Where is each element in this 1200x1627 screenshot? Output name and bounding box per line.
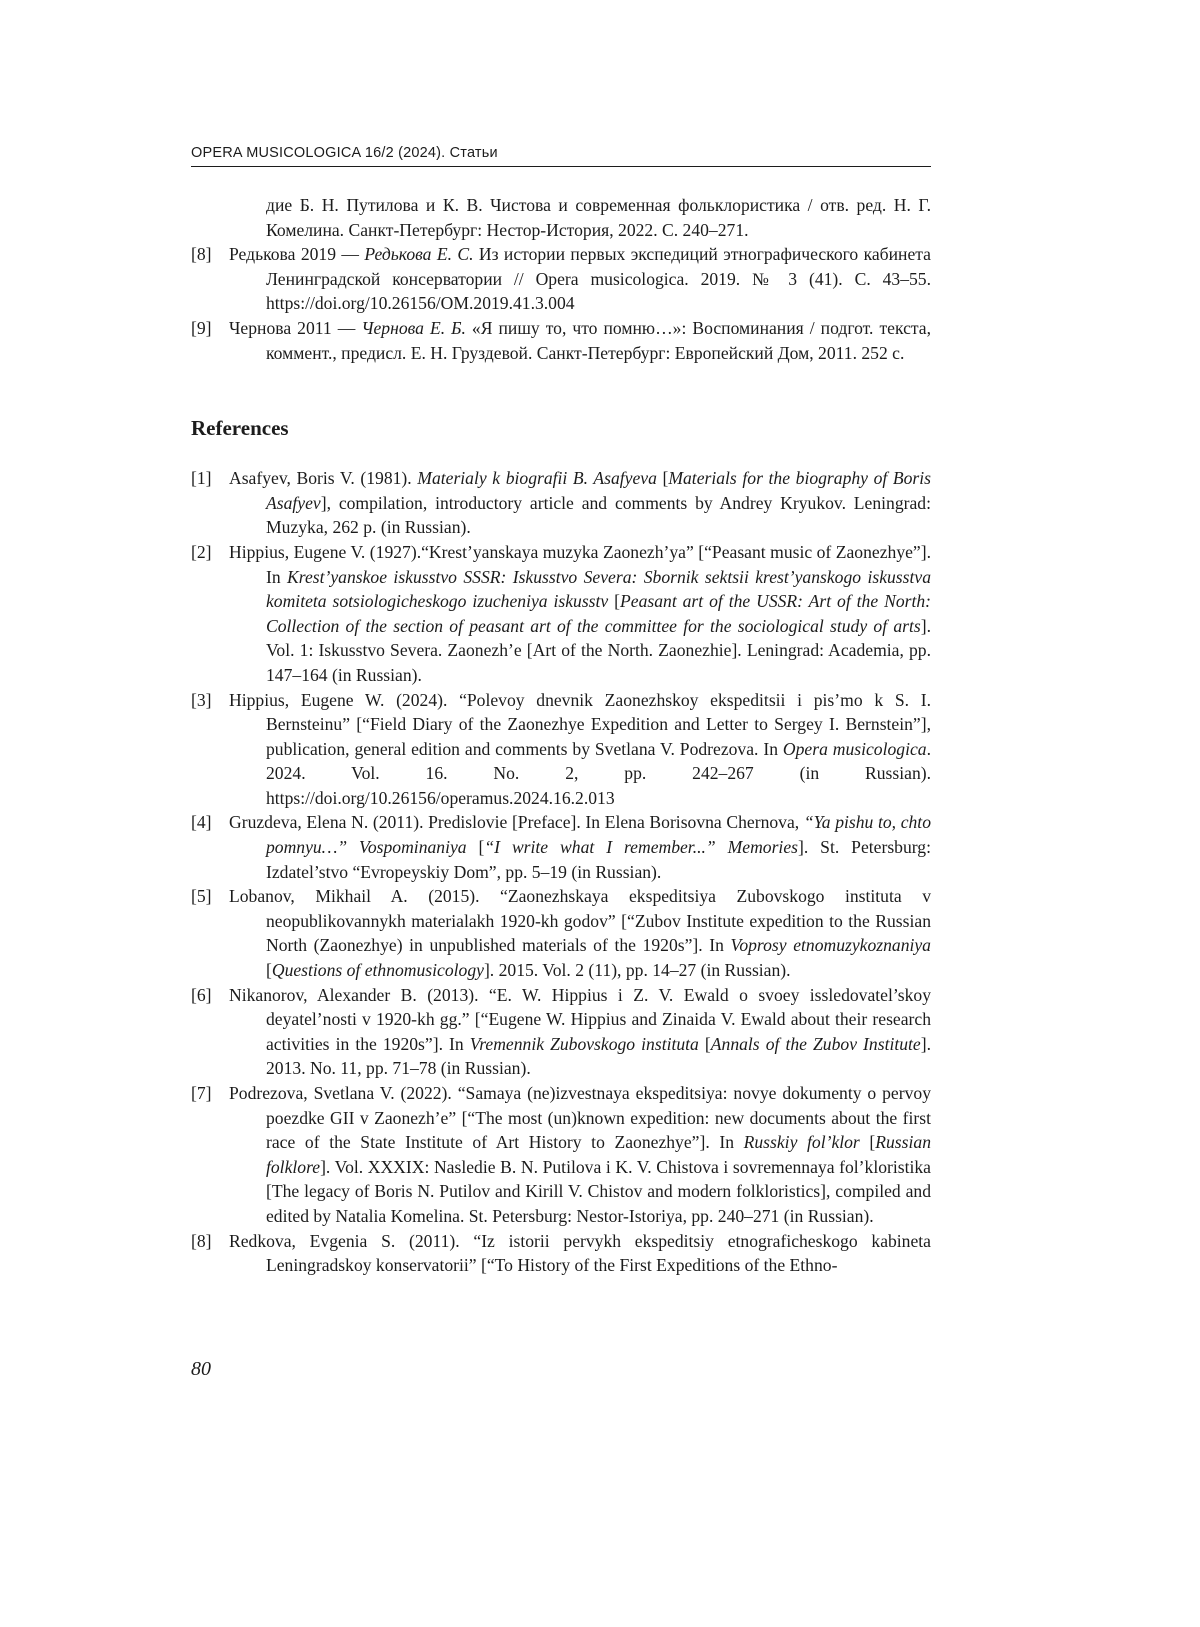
reference-title: Voprosy etnomuzykoznaniya bbox=[730, 935, 931, 956]
running-header: OPERA MUSICOLOGICA 16/2 (2024). Статьи bbox=[191, 145, 931, 167]
reference-text: ]. 2015. Vol. 2 (11), pp. 14–27 (in Russian). bbox=[483, 960, 791, 981]
reference-text: . 2024. Vol. 16. No. 2, pp. 242–267 (in Russian). https://doi.org/10.26156/operamus.2024.16.2.013 bbox=[266, 738, 931, 808]
reference-author: Редькова Е. С. bbox=[364, 244, 474, 265]
reference-title: Vremennik Zubovskogo instituta bbox=[469, 1033, 699, 1054]
reference-text: Hippius, Eugene W. (2024). “Polevoy dnevnik Zaonezhskoy ekspeditsii i pis’mo k S. I. Bernsteinu” [“Field Diary of the Zaonezhye Expedition and Letter to Sergey I. Bernstein”], publication, general edition and comments by Svetlana V. Podrezova. In bbox=[229, 689, 931, 759]
reference-text: Hippius, Eugene V. (1927).“Krest’yanskaya muzyka Zaonezh’ya” [“Peasant music of Zaonezhye”]. In bbox=[229, 541, 931, 587]
reference-title-translation: Russian folklore bbox=[266, 1132, 931, 1177]
reference-item bbox=[191, 884, 931, 982]
reference-lead: Редькова 2019 — bbox=[229, 244, 365, 265]
reference-number: [4] bbox=[191, 812, 212, 833]
reference-text: Asafyev, Boris V. (1981). bbox=[229, 468, 418, 489]
reference-text: Nikanorov, Alexander B. (2013). “E. W. Hippius i Z. V. Ewald o svoey issledovatel’skoy deyatel’nosti v 1920-kh gg.” [“Eugene W. Hippius and Zinaida V. Ewald about their research activities in the 1920s”]. In bbox=[229, 984, 931, 1054]
page-number: 80 bbox=[191, 1358, 211, 1380]
reference-title: Materialy k biografii B. Asafyeva bbox=[417, 468, 657, 489]
reference-text: дие Б. Н. Путилова и К. В. Чистова и современная фольклористика / отв. ред. Н. Г. Комелина. Санкт-Петербург: Нестор-История, 2022. С. 240–271. bbox=[266, 195, 931, 240]
reference-item bbox=[191, 540, 931, 688]
reference-title: Krest’yanskoe iskusstvo SSSR: Iskusstvo Severa: Sbornik sektsii krest’yanskogo iskusstva komiteta sotsiologicheskogo izucheniya iskusstv bbox=[266, 566, 931, 612]
reference-text: [ bbox=[656, 468, 669, 489]
reference-text: «Я пишу то, что помню…»: Воспоминания / подгот. текста, коммент., предисл. Е. Н. Груздевой. Санкт-Петербург: Европейский Дом, 2011. 252 с. bbox=[266, 317, 931, 363]
reference-text: ]. St. Petersburg: Izdatel’stvo “Evropeyskiy Dom”, pp. 5–19 (in Russian). bbox=[266, 837, 931, 882]
reference-item bbox=[191, 316, 931, 365]
reference-item bbox=[191, 983, 931, 1081]
reference-text: [ bbox=[466, 837, 485, 858]
reference-text: [ bbox=[266, 960, 272, 981]
reference-title-translation: “I write what I remember...” Memories bbox=[484, 837, 798, 858]
reference-text: Lobanov, Mikhail A. (2015). “Zaonezhskaya ekspeditsiya Zubovskogo instituta v neopublikovannykh materialakh 1920-kh godov” [“Zubov Institute expedition to the Russian North (Zaonezhye) in unpublished materials of the 1920s”]. In bbox=[229, 886, 931, 956]
page-body bbox=[191, 193, 931, 1278]
reference-lead: Чернова 2011 — bbox=[229, 317, 362, 338]
reference-text: [ bbox=[698, 1033, 711, 1054]
reference-title: Russkiy fol’klor bbox=[743, 1132, 860, 1153]
reference-item bbox=[191, 810, 931, 884]
reference-number: [9] bbox=[191, 317, 212, 338]
reference-title: “Ya pishu to, chto pomnyu…” Vospominaniya bbox=[266, 812, 931, 858]
reference-title-translation: Peasant art of the USSR: Art of the North: Collection of the section of peasant art of the committee for the sociological study of arts bbox=[266, 591, 932, 636]
reference-continuation bbox=[191, 193, 931, 242]
reference-title: Opera musicologica bbox=[782, 738, 927, 759]
reference-number: [7] bbox=[191, 1083, 212, 1103]
reference-item bbox=[191, 688, 931, 811]
reference-number: [5] bbox=[191, 886, 212, 907]
reference-number: [2] bbox=[191, 541, 212, 562]
reference-text: Gruzdeva, Elena N. (2011). Predislovie [Preface]. In Elena Borisovna Chernova, bbox=[229, 812, 804, 833]
reference-text: [ bbox=[859, 1132, 876, 1153]
reference-text: ]. Vol. XXXIX: Nasledie B. N. Putilova i K. V. Chistova i sovremennaya fol’kloristika [The legacy of Boris N. Putilov and Kirill V. Chistov and modern folkloristics], compiled and edited by Natalia Komelina. St. Petersburg: Nestor-Istoriya, pp. 240–271 (in Russian). bbox=[266, 1156, 931, 1226]
reference-number: [6] bbox=[191, 984, 212, 1005]
reference-title-translation: Questions of ethnomusicology bbox=[271, 960, 484, 981]
reference-text: ]. 2013. No. 11, pp. 71–78 (in Russian). bbox=[266, 1033, 931, 1079]
reference-item bbox=[191, 466, 931, 540]
reference-number: [1] bbox=[191, 468, 212, 489]
reference-title-translation: Annals of the Zubov Institute bbox=[710, 1033, 921, 1054]
reference-number: [3] bbox=[191, 689, 212, 710]
section-heading: References bbox=[191, 416, 289, 441]
reference-text: ]. Vol. 1: Iskusstvo Severa. Zaonezh’e [Art of the North. Zaonezhie]. Leningrad: Academia, pp. 147–164 (in Russian). bbox=[266, 615, 931, 685]
reference-author: Чернова Е. Б. bbox=[361, 317, 466, 338]
reference-text: [ bbox=[608, 591, 621, 612]
reference-number: [8] bbox=[191, 244, 212, 265]
reference-text: Podrezova, Svetlana V. (2022). “Samaya (ne)izvestnaya ekspeditsiya: novye dokumenty o pervoy poezdke GII v Zaonezh’e” [“The most (un)known expedition: new documents about the first race of the State Institute of Art History to Zaonezhye”]. In bbox=[229, 1083, 931, 1153]
reference-number: [8] bbox=[191, 1230, 212, 1251]
reference-item bbox=[191, 242, 931, 316]
reference-title-translation: Materials for the biography of Boris Asafyev bbox=[266, 468, 932, 513]
reference-item bbox=[191, 1229, 931, 1278]
reference-text: ], compilation, introductory article and comments by Andrey Kryukov. Leningrad: Muzyka, 262 p. (in Russian). bbox=[266, 492, 931, 538]
reference-text: Redkova, Evgenia S. (2011). “Iz istorii pervykh ekspeditsiy etnograficheskogo kabineta Leningradskoy konservatorii” [“To History of the First Expeditions of the Ethno- bbox=[229, 1230, 931, 1276]
reference-item bbox=[191, 1081, 931, 1229]
reference-text: Из истории первых экспедиций этнографического кабинета Ленинградской консерватории // Opera musicologica. 2019. № 3 (41). С. 43–55. https://doi.org/10.26156/OM.2019.41.3.004 bbox=[266, 244, 931, 314]
